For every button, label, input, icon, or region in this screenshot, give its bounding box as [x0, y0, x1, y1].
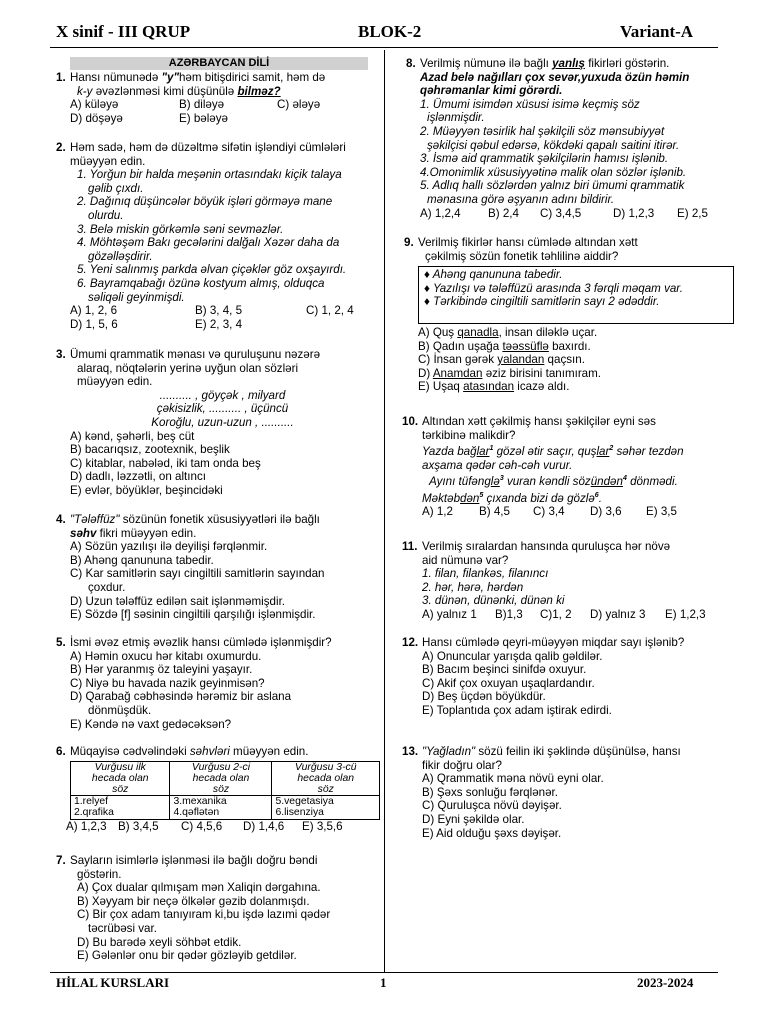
- option-e[interactable]: E) evlər, böyüklər, beşincidəki: [70, 483, 223, 497]
- table-header: Vurğusu 2-ci hecada olan söz: [170, 761, 272, 795]
- header-block: BLOK-2: [358, 22, 422, 41]
- question-number: 1.: [56, 71, 66, 84]
- option-d[interactable]: D) Anamdan əziz birisini tanımıram.: [418, 366, 602, 380]
- option-e[interactable]: E) 3,5: [646, 505, 677, 519]
- option-e[interactable]: E) bələyə: [179, 111, 228, 125]
- option-e[interactable]: E) 2, 3, 4: [195, 317, 243, 331]
- option-d[interactable]: D) döşəyə: [70, 111, 123, 125]
- option-a[interactable]: A) 1, 2, 6: [70, 304, 118, 318]
- diamond-icon: ♦: [424, 281, 433, 295]
- option-a[interactable]: A) Qrammatik məna növü eyni olar.: [422, 772, 604, 786]
- option-d[interactable]: D) Uzun tələffüz edilən sait işlənməmişdir.: [70, 594, 286, 608]
- page-number: 1: [380, 975, 387, 990]
- option-c[interactable]: C) Niyə bu havada nazik geyinmisən?: [70, 676, 265, 690]
- question-9: 9. Verilmiş fikirlər hansı cümlədə altından xətt çəkilmiş sözün fonetik təhlilinə aiddir? ♦ Ahəng qanununa tabedir. ♦ Yazılışı və tələffüzü arasında 3 fərqli məqam var. ♦ Tərkibində cingiltili samitlərin sayı 2 ədəddir. A) Quş qanadla, insan diləklə uçar. B) Qadın uşağa təəssüflə baxırdı. C) İnsan gərək yalandan qaçsın. D) Anamdan əziz birisini tanımıram. E) Uşaq atasından icazə aldı.: [418, 236, 734, 394]
- option-c[interactable]: C) İnsan gərək yalandan qaçsın.: [418, 353, 585, 367]
- question-4: 4. "Tələffüz" sözünün fonetik xüsusiyyətləri ilə bağlı səhv fikri müəyyən edin. A) Sözün yazılışı ilə deyilişi fərqlənmir. B) Ahəng qanununa tabedir. C) Kar samitlərin sayı cingiltili samitlərin sayından çoxdur. D) Uzun tələffüz edilən sait işlənməmişdir. E) Sözdə [f] səsinin cingiltili qarşılığı işlənmişdir.: [70, 513, 375, 622]
- option-e[interactable]: E) 3,5,6: [302, 819, 343, 833]
- facts-box: ♦ Ahəng qanununa tabedir. ♦ Yazılışı və tələffüzü arasında 3 fərqli məqam var. ♦ Tərkibində cingiltili samitlərin sayı 2 ədəddir.: [418, 266, 734, 324]
- question-13: 13. "Yağladın" sözü feilin iki şəklində düşünülsə, hansı fikir doğru olar? A) Qrammatik məna növü eyni olar. B) Şəxs sonluğu fərqlənər. C) Quruluşca növü dəyişər. D) Eyni şəkildə olar. E) Aid olduğu şəxs dəyişər.: [422, 745, 722, 840]
- option-d[interactable]: D) Qarabağ cəbhəsində hərəmiz bir aslana: [70, 690, 292, 704]
- question-number: 10.: [402, 415, 419, 428]
- option-c[interactable]: C) 3,4,5: [540, 206, 582, 220]
- question-7: 7. Sayların isimlərlə işlənməsi ilə bağlı doğru bəndi göstərin. A) Çox dualar qılmışam mən Xaliqin dərgahına. B) Xəyyam bir neçə ölkələr gəzib dolanmışdı. C) Bir çox adam tanıyıram ki,bu işdə lazımi qədər təcrübəsi var. D) Bu barədə xeyli söhbət etdik. E) Gələnlər onu bir qədər gözləyib getdilər.: [70, 854, 375, 963]
- option-a[interactable]: A) yalnız 1: [422, 607, 477, 621]
- footer-brand: HİLAL KURSLARI: [56, 975, 170, 990]
- question-number: 3.: [56, 348, 66, 361]
- option-c[interactable]: C)1, 2: [540, 607, 572, 621]
- option-d[interactable]: D) Beş üçdən böyükdür.: [422, 690, 546, 704]
- option-a[interactable]: A) Həmin oxucu hər kitabı oxumurdu.: [70, 649, 262, 663]
- option-e[interactable]: E) Kəndə nə vaxt gedəcəksən?: [70, 717, 232, 731]
- question-10: 10. Altından xətt çəkilmiş hansı şəkilçilər eyni səs tərkibinə malikdir? Yazda bağlar$^1$ gözəl ətir saçır, quşlar$^2$ səhər tezdən axşama qədər cəh-cəh vurur. Ayını tüfənglə$^3$ vuran kəndli sözündən$^4$ dönmədi. Məktəbdən$^5$ çıxanda bizi də gözlə$^6$. A) 1,2 B) 4,5 C) 3,4 D) 3,6 E) 3,5: [402, 415, 684, 519]
- question-1: 1. Hansı nümunədə "y"həm bitişdirici samit, həm də k-y əvəzlənməsi kimi düşünülə bilməz? A) küləyə B) diləyə C) ələyə D) döşəyə E) bələyə: [56, 71, 326, 125]
- option-b[interactable]: B) bacarıqsız, zootexnik, beşlik: [70, 443, 230, 457]
- option-d[interactable]: D) Bu barədə xeyli söhbət etdik.: [77, 935, 242, 949]
- option-d[interactable]: D) 1,4,6: [243, 819, 285, 833]
- option-a[interactable]: A) Çox dualar qılmışam mən Xaliqin dərgahına.: [77, 881, 321, 895]
- section-title: AZƏRBAYCAN DİLİ: [70, 57, 368, 70]
- question-8: 8. Verilmiş nümunə ilə bağlı yanlış fikirləri göstərin. Azad belə nağılları çox sevər,yuxuda özün həmin qəhrəmanlar kimi görərdi. 1. Ümumi isimdən xüsusi isimə keçmiş söz işlənmişdir. 2. Müəyyən təsirlik hal şəkilçili söz mənsubiyyət şəkilçisi qəbul edərsə, kökdəki qapalı saitini itirər. 3. İsmə aid qrammatik şəkilçilərin hamısı işlənib. 4.Omonimlik xüsusiyyətinə malik olan sözlər işlənib. 5. Adlıq hallı sözlərdən yalnız biri ümumi qrammatik mənasına görə əşyanın adını bildirir. A) 1,2,4 B) 2,4 C) 3,4,5 D) 1,2,3 E) 2,5: [406, 57, 708, 220]
- diamond-icon: ♦: [424, 268, 433, 282]
- option-c[interactable]: C) Quruluşca növü dəyişər.: [422, 799, 562, 813]
- option-d[interactable]: D) Eyni şəkildə olar.: [422, 812, 525, 826]
- option-a[interactable]: A) Quş qanadla, insan diləklə uçar.: [418, 325, 598, 339]
- question-11: 11. Verilmiş sıralardan hansında quruluşca hər növə aid nümunə var? 1. filan, filankəs, filanıncı 2. hər, hərə, hərdən 3. dünən, dünənki, dünən ki A) yalnız 1 B)1,3 C)1, 2 D) yalnız 3 E) 1,2,3: [402, 540, 706, 621]
- question-number: 4.: [56, 513, 66, 526]
- option-e[interactable]: E) 1,2,3: [665, 607, 706, 621]
- option-e[interactable]: E) Aid olduğu şəxs dəyişər.: [422, 826, 562, 840]
- question-12: 12. Hansı cümlədə qeyri-müəyyən miqdar sayı işlənib? A) Onuncular yarışda qalib gəldilər. B) Bacım beşinci sinifdə oxuyur. C) Akif çox oxuyan uşaqlardandır. D) Beş üçdən böyükdür. E) Toplantıda çox adam iştirak edirdi.: [422, 636, 722, 718]
- header-group: X sinif - III QRUP: [56, 22, 191, 41]
- option-b[interactable]: B) Xəyyam bir neçə ölkələr gəzib dolanmışdı.: [77, 894, 310, 908]
- option-a[interactable]: A) Onuncular yarışda qalib gəldilər.: [422, 649, 603, 663]
- header-divider: [50, 47, 718, 48]
- column-divider: [384, 50, 385, 972]
- option-b[interactable]: B) Qadın uşağa təəssüflə baxırdı.: [418, 339, 591, 353]
- option-e[interactable]: E) Toplantıda çox adam iştirak edirdi.: [422, 703, 612, 717]
- option-b[interactable]: B) diləyə: [179, 98, 225, 112]
- footer-divider: [50, 972, 718, 973]
- question-number: 12.: [402, 636, 419, 649]
- option-a[interactable]: A) 1,2,4: [420, 206, 461, 220]
- option-a[interactable]: A) Sözün yazılışı ilə deyilişi fərqlənmir.: [70, 540, 268, 554]
- option-b[interactable]: B)1,3: [495, 607, 523, 621]
- option-e[interactable]: E) Gələnlər onu bir qədər gözləyib getdilər.: [77, 949, 297, 963]
- option-d[interactable]: D) 1, 5, 6: [70, 317, 118, 331]
- comparison-table: [70, 761, 380, 820]
- option-a[interactable]: A) 1,2: [422, 505, 453, 519]
- question-number: 7.: [56, 854, 66, 867]
- option-c[interactable]: C) 1, 2, 4: [306, 304, 354, 318]
- option-b[interactable]: B) Hər yaranmış öz taleyini yaşayır.: [70, 663, 253, 677]
- option-c[interactable]: C) ələyə: [277, 98, 321, 112]
- option-b[interactable]: B) 2,4: [488, 206, 519, 220]
- option-b[interactable]: B) 3, 4, 5: [195, 304, 243, 318]
- option-c[interactable]: C) kitablar, nabələd, iki tam onda beş: [70, 456, 261, 470]
- table-header: Vurğusu 3-cü hecada olan söz: [272, 761, 380, 795]
- option-a[interactable]: A) küləyə: [70, 98, 119, 112]
- question-6: 6. Müqayisə cədvəlindəki səhvləri müəyyən edin. Vurğusu ilk hecada olan söz Vurğusu 2-ci hecada olan söz Vurğusu 3-cü hecada olan söz 1.relyef 2.qrafika 3.mexanika 4.qəflətən 5.vegetasiya 6.lisenziya A) 1,2,3 B) 3,4,5 C) 4,5,6 D) 1,4,6 E) 3,5,6: [70, 745, 380, 833]
- option-d[interactable]: D) dadlı, ləzzətli, on altıncı: [70, 470, 206, 484]
- option-b[interactable]: B) 3,4,5: [118, 819, 159, 833]
- question-number: 13.: [402, 745, 419, 758]
- option-c[interactable]: C) Kar samitlərin sayı cingiltili samitlərin sayından: [70, 567, 325, 581]
- option-b[interactable]: B) Ahəng qanununa tabedir.: [70, 553, 214, 567]
- option-c[interactable]: C) Akif çox oxuyan uşaqlardandır.: [422, 676, 595, 690]
- option-a[interactable]: A) kənd, şəhərli, beş cüt: [70, 429, 195, 443]
- option-c[interactable]: C) Bir çox adam tanıyıram ki,bu işdə lazımi qədər: [77, 908, 331, 922]
- question-5: 5. İsmi əvəz etmiş əvəzlik hansı cümlədə işlənmişdir? A) Həmin oxucu hər kitabı oxumurdu. B) Hər yaranmış öz taleyini yaşayır. C) Niyə bu havada nazik geyinmisən? D) Qarabağ cəbhəsində hərəmiz bir aslana dönmüşdük. E) Kəndə nə vaxt gedəcəksən?: [70, 636, 375, 731]
- question-2: 2. Həm sadə, həm də düzəltmə sifətin işləndiyi cümlələri müəyyən edin. 1. Yorğun bir halda meşənin ortasındakı kiçik talaya gəlib çıxdı. 2. Dağınıq düşüncələr böyük işləri görməyə mane olurdu. 3. Belə miskin görkəmlə səni sevməzlər. 4. Möhtəşəm Bakı gecələrini dalğalı Xəzər daha da gözəlləşdirir. 5. Yeni salınmış parkda əlvan çiçəklər göz oxşayırdı. 6. Bayramqabağı özünə kostyum almış, olduqca səliqəli geyinmişdi. A) 1, 2, 6 B) 3, 4, 5 C) 1, 2, 4 D) 1, 5, 6 E) 2, 3, 4: [56, 141, 354, 331]
- footer-year: 2023-2024: [637, 975, 694, 990]
- question-number: 8.: [406, 57, 416, 70]
- question-number: 5.: [56, 636, 66, 649]
- table-row: 1.relyef 2.qrafika 3.mexanika 4.qəflətən 5.vegetasiya 6.lisenziya: [71, 795, 380, 819]
- question-number: 2.: [56, 141, 66, 154]
- option-b[interactable]: B) Bacım beşinci sinifdə oxuyur.: [422, 663, 587, 677]
- question-number: 6.: [56, 745, 66, 758]
- option-b[interactable]: B) 4,5: [479, 505, 510, 519]
- question-3: 3. Ümumi qrammatik mənası və quruluşunu nəzərə alaraq, nöqtələrin yerinə uyğun olan sözləri müəyyən edin. .......... , göyçək , milyard çəkisizlik, .......... , üçüncü Koroğlu, uzun-uzun , .......... A) kənd, şəhərli, beş cüt B) bacarıqsız, zootexnik, beşlik C) kitablar, nabələd, iki tam onda beş D) dadlı, ləzzətli, on altıncı E) evlər, böyüklər, beşincidəki: [70, 348, 375, 498]
- diamond-icon: ♦: [424, 295, 434, 309]
- option-d[interactable]: D) yalnız 3: [590, 607, 646, 621]
- header-variant: Variant-A: [620, 22, 694, 41]
- question-number: 11.: [402, 540, 418, 553]
- option-e[interactable]: E) 2,5: [677, 206, 708, 220]
- question-number: 9.: [404, 236, 414, 249]
- option-a[interactable]: A) 1,2,3: [66, 819, 107, 833]
- option-e[interactable]: E) Sözdə [f] səsinin cingiltili qarşılığı işlənmişdir.: [70, 608, 316, 622]
- option-e[interactable]: E) Uşaq atasından icazə aldı.: [418, 380, 570, 394]
- option-b[interactable]: B) Şəxs sonluğu fərqlənər.: [422, 785, 558, 799]
- option-d[interactable]: D) 3,6: [590, 505, 622, 519]
- option-d[interactable]: D) 1,2,3: [613, 206, 655, 220]
- table-header: Vurğusu ilk hecada olan söz: [71, 761, 170, 795]
- option-c[interactable]: C) 3,4: [533, 505, 565, 519]
- option-c[interactable]: C) 4,5,6: [181, 819, 223, 833]
